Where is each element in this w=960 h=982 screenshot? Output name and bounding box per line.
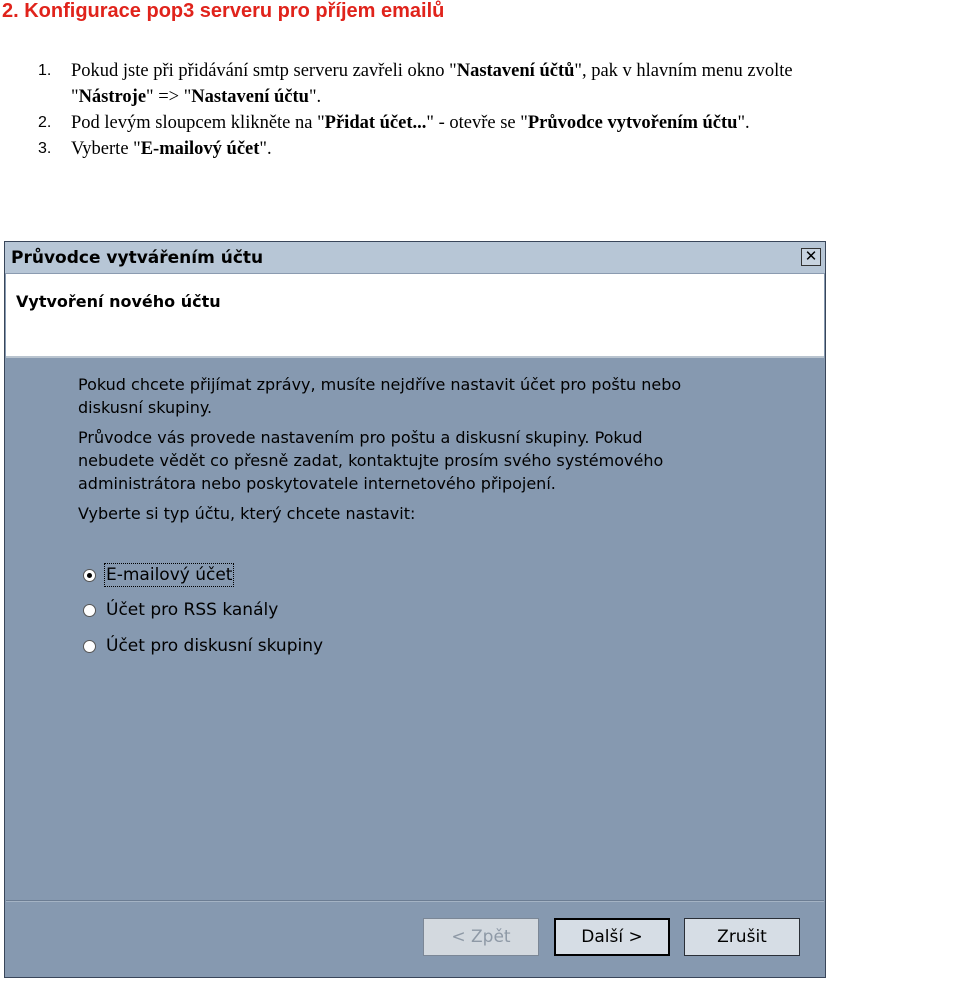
- radio-rss-account[interactable]: [83, 598, 278, 622]
- step-text-part: " => ": [146, 87, 192, 107]
- step-text-part: ".: [259, 139, 272, 159]
- instruction-step-2: [0, 110, 960, 136]
- step-text: [71, 136, 272, 162]
- instruction-step-1: [0, 58, 960, 110]
- step-text-bold: Nastavení účtu: [191, 87, 309, 107]
- back-button[interactable]: < Zpět: [423, 918, 539, 956]
- step-text-part: ".: [737, 113, 750, 133]
- step-number: 2.: [38, 114, 52, 131]
- dialog-title: Průvodce vytvářením účtu: [11, 248, 264, 268]
- wizard-help-text: Průvodce vás provede nastavením pro poštu a diskusní skupiny. Pokud nebudete vědět co přesně zadat, kontaktujte prosím svého systémového administrátora nebo poskytovatele internetového připojení.: [78, 428, 664, 493]
- button-separator: [6, 900, 824, 902]
- radio-unselected-icon[interactable]: [83, 604, 96, 617]
- step-text-part: Pod levým sloupcem klikněte na ": [71, 113, 325, 133]
- step-text-part: " - otevře se ": [426, 113, 528, 133]
- wizard-step-title: Vytvoření nového účtu: [16, 292, 221, 311]
- step-text-bold: Nástroje: [78, 87, 147, 107]
- wizard-intro-text: Pokud chcete přijímat zprávy, musíte nejdříve nastavit účet pro poštu nebo diskusní skupiny.: [78, 375, 682, 417]
- step-text: [71, 58, 793, 110]
- account-wizard-dialog: [4, 241, 826, 978]
- step-text-part: Pokud jste při přidávání smtp serveru zavřeli okno ": [71, 61, 457, 81]
- radio-label[interactable]: Účet pro RSS kanály: [106, 600, 279, 620]
- radio-label[interactable]: E-mailový účet: [106, 565, 233, 585]
- wizard-header: [6, 274, 824, 358]
- dialog-titlebar[interactable]: [5, 242, 825, 274]
- step-number: 1.: [38, 62, 52, 79]
- document-heading: 2. Konfigurace pop3 serveru pro příjem emailů: [2, 0, 445, 22]
- radio-unselected-icon[interactable]: [83, 640, 96, 653]
- next-button[interactable]: Další >: [554, 918, 670, 956]
- step-text-part: ": [71, 87, 79, 107]
- instruction-list: [0, 58, 960, 162]
- step-text-part: Vyberte ": [71, 139, 141, 159]
- radio-selected-icon[interactable]: [83, 569, 96, 582]
- radio-newsgroup-account[interactable]: [83, 634, 323, 658]
- step-text: [71, 110, 750, 136]
- radio-email-account[interactable]: [83, 563, 232, 587]
- instruction-step-3: [0, 136, 960, 162]
- step-text-part: ", pak v hlavním menu zvolte: [574, 61, 793, 81]
- step-text-bold: Nastavení účtů: [456, 61, 575, 81]
- step-text-bold: Přidat účet...: [324, 113, 427, 133]
- step-text-bold: Průvodce vytvořením účtu: [527, 113, 738, 133]
- radio-label[interactable]: Účet pro diskusní skupiny: [106, 636, 324, 656]
- step-number: 3.: [38, 140, 52, 157]
- close-icon[interactable]: ✕: [801, 248, 821, 266]
- step-text-bold: E-mailový účet: [140, 139, 260, 159]
- cancel-button[interactable]: Zrušit: [684, 918, 800, 956]
- wizard-prompt-text: Vyberte si typ účtu, který chcete nastavit:: [78, 504, 416, 523]
- step-text-part: ".: [308, 87, 322, 107]
